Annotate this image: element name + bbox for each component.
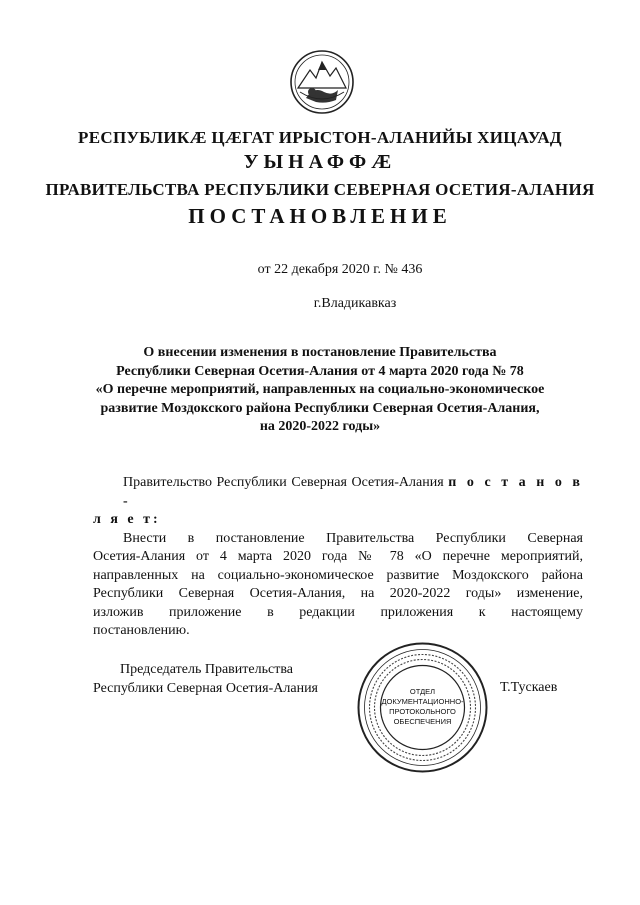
body-intro-line [93,474,583,511]
signature-position [93,661,318,698]
body-paragraph-line: Республики Северная Осетия-Алания, на 2020-2022 годы» изменение, [93,586,583,601]
body-paragraph-line: постановлению. [93,623,190,638]
stamp-line: ОБЕСПЕЧЕНИЯ [393,717,452,726]
coat-of-arms-emblem [288,48,356,116]
ossetian-government-line: РЕСПУБЛИКӔ ЦӔГАТ ИРЫСТОН-АЛАНИЙЫ ХИЦАУАД [78,128,562,147]
official-seal-stamp [355,640,490,775]
body-intro-spaced: п о с т а н о в - [123,475,583,509]
signer-name: Т.Тускаев [500,680,558,695]
body-intro-text: Правительство Республики Северная Осетия-Алания [123,475,444,490]
stamp-line: ПРОТОКОЛЬНОГО [389,707,456,716]
document-city: г.Владикавказ [313,296,397,311]
subject-line: Республики Северная Осетия-Алания от 4 марта 2020 года № 78 [116,363,524,379]
russian-document-title: ПОСТАНОВЛЕНИЕ [188,204,452,228]
document-date-number: от 22 декабря 2020 г. № 436 [257,262,423,277]
subject-line: развитие Моздокского района Республики Северная Осетия-Алания, [100,400,540,416]
body-paragraph-line: Осетия-Алания от 4 марта 2020 года № 78 «О перечне мероприятий, [93,549,583,564]
subject-line: «О перечне мероприятий, направленных на социально-экономическое [95,382,545,397]
body-paragraph-line: Внести в постановление Правительства Республики Северная [123,530,583,546]
stamp-line: ОТДЕЛ [409,687,436,696]
russian-government-line: ПРАВИТЕЛЬСТВА РЕСПУБЛИКИ СЕВЕРНАЯ ОСЕТИЯ-АЛАНИЯ [45,180,595,199]
subject-line: на 2020-2022 годы» [259,419,381,434]
ossetian-document-title: УЫНАФФӔ [243,151,397,173]
subject-line: О внесении изменения в постановление Правительства [143,345,497,360]
body-paragraph-line: направленных на социально-экономическое развитие Моздокского района [93,567,583,583]
body-intro-spaced-continuation: л я е т: [93,512,161,527]
signature-position-line: Республики Северная Осетия-Алания [93,680,318,696]
stamp-line: ДОКУМЕНТАЦИОННО- [381,697,464,706]
signature-position-line: Председатель Правительства [120,662,293,677]
body-paragraph-line: изложив приложение в редакции приложения к настоящему [93,604,583,620]
document-subject [80,344,560,437]
document-body [93,474,583,641]
